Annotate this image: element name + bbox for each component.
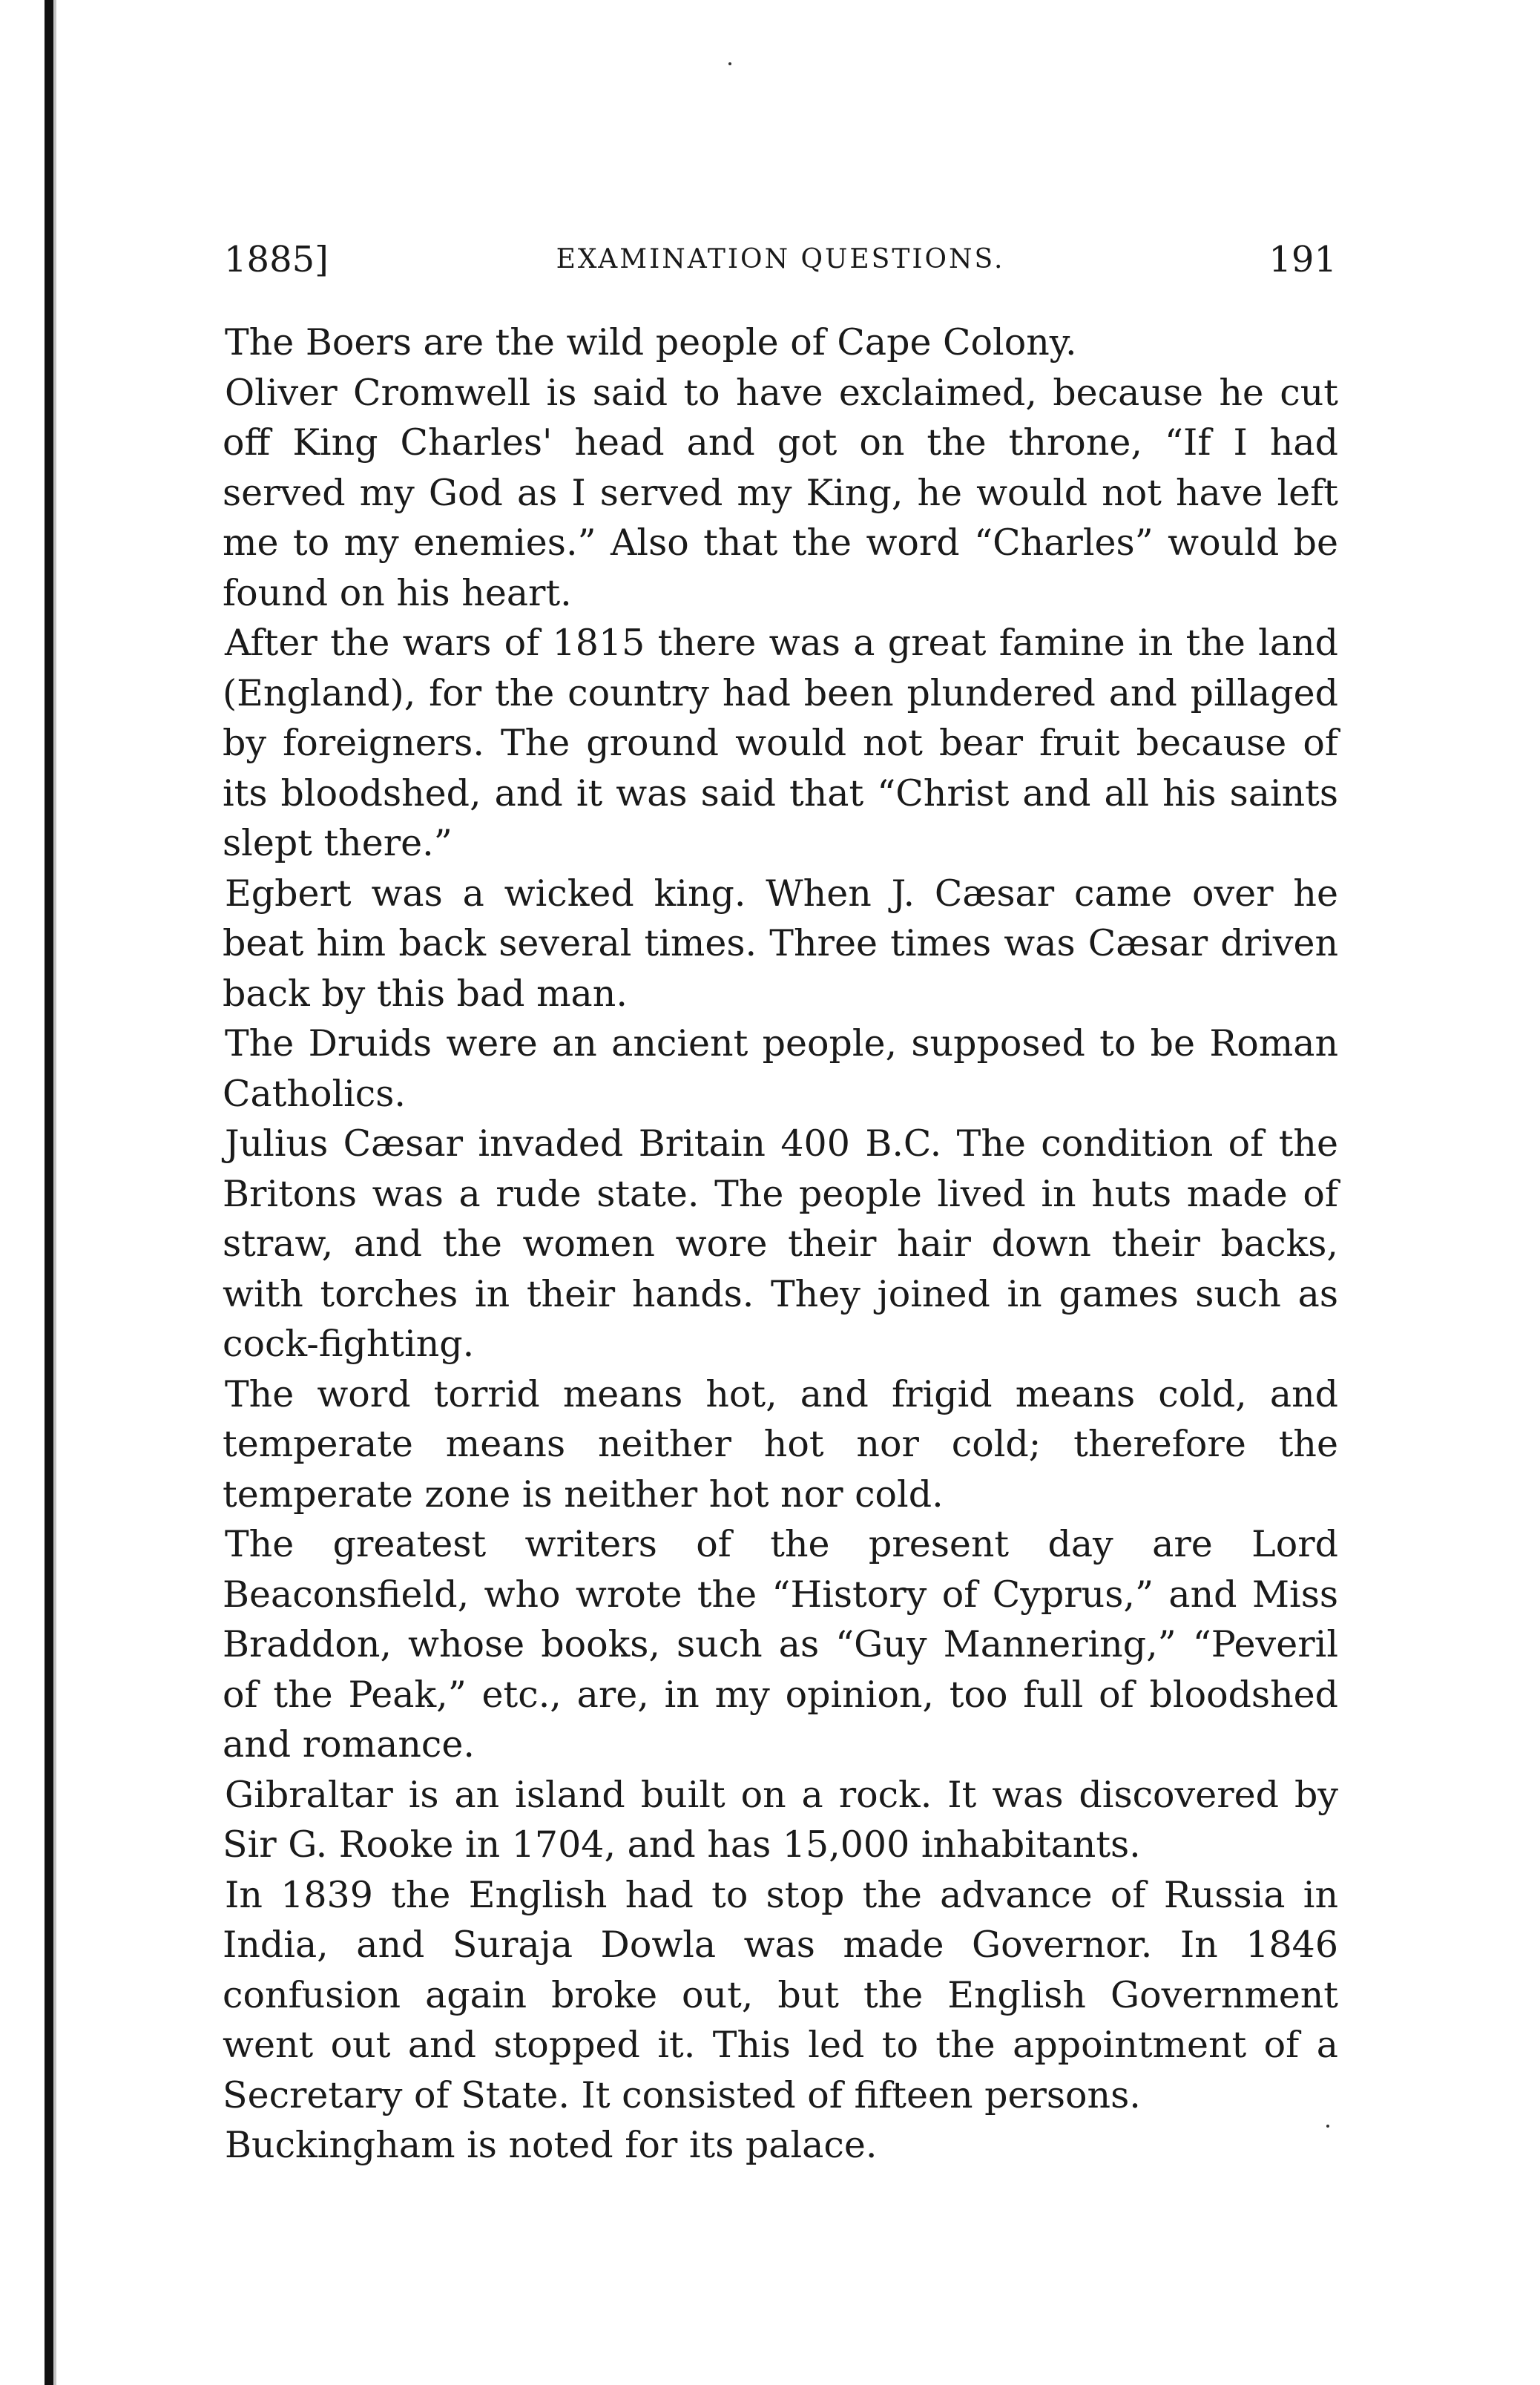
- running-head-year: 1885]: [224, 239, 329, 280]
- paragraph-1839: In 1839 the English had to stop the advance of Russia in India, and Suraja Dowla was made Governor. In 1846 confusion again broke out, but the English Government went out and stopped it. This led to the appointment of a Secretary of State. It consisted of fifteen persons.: [223, 1873, 1338, 2116]
- page-binding-shadow: [53, 0, 56, 2385]
- paragraph-julius-caesar: Julius Cæsar invaded Britain 400 B.C. The condition of the Britons was a rude state. The people lived in huts made of straw, and the women wore their hair down their backs, with torches in their hands. They joined in games such as cock-fighting.: [223, 1122, 1338, 1365]
- paragraph-cromwell: Oliver Cromwell is said to have exclaimed, because he cut off King Charles' head and got on the throne, “If I had served my God as I served my King, he would not have left me to my enemies.” Also that the word “Charles” would be found on his heart.: [223, 371, 1338, 614]
- paragraph-egbert: Egbert was a wicked king. When J. Cæsar came over he beat him back several times. Three times was Cæsar driven back by this bad man.: [223, 872, 1338, 1015]
- page-number: 191: [1268, 239, 1337, 280]
- body-text: [223, 318, 1338, 2171]
- running-head: [224, 239, 1337, 280]
- paragraph-boers: The Boers are the wild people of Cape Colony.: [225, 321, 1077, 363]
- paragraph-torrid: The word torrid means hot, and frigid means cold, and temperate means neither hot nor cold; therefore the temperate zone is neither hot nor cold.: [223, 1372, 1338, 1516]
- paragraph-wars-1815: After the wars of 1815 there was a great famine in the land (England), for the country had been plundered and pillaged by foreigners. The ground would not bear fruit because of its bloodshed, and it was said that “Christ and all his saints slept there.”: [223, 622, 1338, 864]
- paragraph-greatest-writers: The greatest writers of the present day are Lord Beaconsfield, who wrote the “History of Cyprus,” and Miss Braddon, whose books, such as “Guy Mannering,” “Peveril of the Peak,” etc., are, in my opinion, too full of bloodshed and romance.: [223, 1523, 1338, 1766]
- page-binding-edge: [45, 0, 53, 2385]
- paragraph-druids: The Druids were an ancient people, supposed to be Roman Catholics.: [223, 1022, 1338, 1115]
- running-head-title: EXAMINATION QUESTIONS.: [556, 244, 1005, 274]
- print-speck: [728, 62, 731, 65]
- paragraph-gibraltar: Gibraltar is an island built on a rock. It was discovered by Sir G. Rooke in 1704, and has 15,000 inhabitants.: [223, 1773, 1338, 1866]
- paragraph-buckingham: Buckingham is noted for its palace.: [225, 2124, 878, 2166]
